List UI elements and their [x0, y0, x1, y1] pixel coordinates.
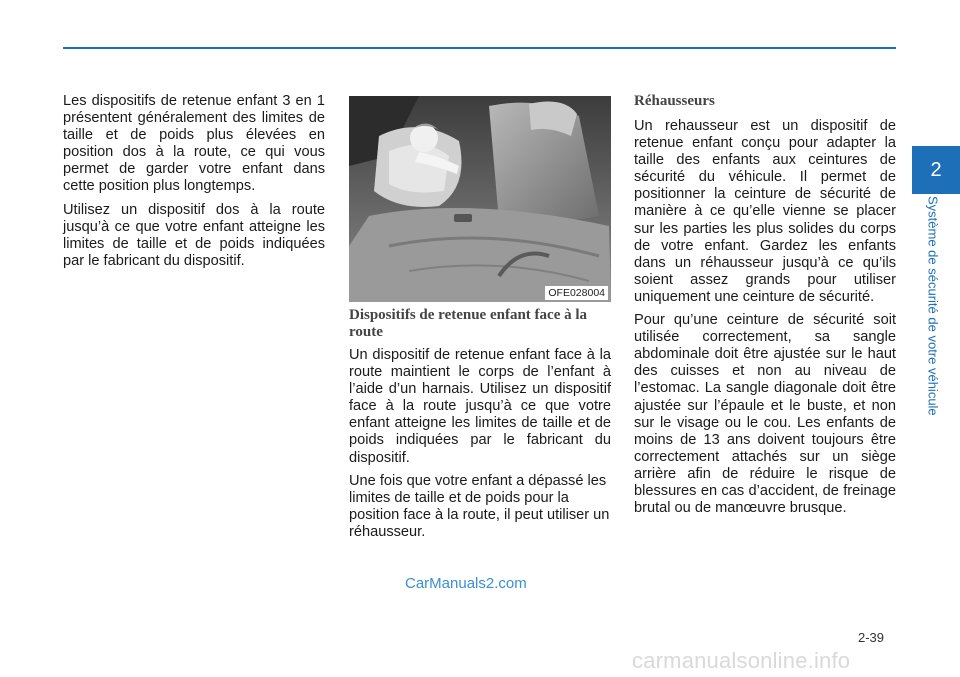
section-heading: Réhausseurs	[634, 93, 715, 109]
paragraph: Un dispositif de retenue enfant face à la route maintient le corps de l’enfant à l’aide d’un harnais. Utilisez un dispositif face à la route jusqu’à ce que votre enfant atteigne les limites de taille et de poids indiquées par le fabricant du dispositif.	[349, 347, 611, 466]
paragraph: Pour qu’une ceinture de sécurité soit utilisée correctement, sa sangle abdominale doit être ajustée sur le haut des cuisses et non au niveau de l’estomac. La sangle diagonale doit être ajustée sur l’épaule et le buste, et non sur le visage ou le cou. Les enfants de moins de 13 ans doivent toujours être correctement attachés sur un siège arrière afin de réduire le risque de blessures en cas d’accident, de freinage brutal ou de manœuvre brusque.	[634, 312, 896, 517]
footer-watermark: carmanualsonline.info	[632, 648, 851, 673]
column-right	[634, 93, 896, 523]
child-seat-illustration	[349, 96, 611, 302]
watermark-link[interactable]: CarManuals2.com	[405, 575, 527, 592]
figure-code: OFE028004	[545, 286, 608, 300]
paragraph: Les dispositifs de retenue enfant 3 en 1 présentent généralement des limites de taille et de poids plus élevées en position dos à la route, ce qui vous permet de garder votre enfant dans cette position plus longtemps.	[63, 93, 325, 195]
page-number: 2-39	[858, 630, 885, 645]
column-middle	[349, 307, 611, 547]
chapter-title-vertical	[920, 196, 946, 456]
chapter-title: Système de sécurité de votre véhicule	[925, 196, 941, 416]
paragraph: Utilisez un dispositif dos à la route jusqu’à ce que votre enfant atteigne les limites de taille et de poids indiquées par le fabricant du dispositif.	[63, 201, 325, 269]
child-seat-photo	[349, 96, 611, 302]
section-heading: Dispositifs de retenue enfant face à la route	[349, 307, 588, 340]
column-left	[63, 93, 325, 276]
paragraph: Une fois que votre enfant a dépassé les limites de taille et de poids pour la position face à la route, il peut utiliser un réhausseur.	[349, 472, 610, 540]
chapter-number-tab	[912, 146, 960, 194]
header-rule	[63, 47, 896, 49]
chapter-number: 2	[930, 158, 942, 181]
paragraph: Un rehausseur est un dispositif de retenue enfant conçu pour adapter la taille des enfants aux ceintures de sécurité du véhicule. Il permet de positionner la ceinture de sécurité de manière à ce qu’elle vienne se placer sur les parties les plus solides du corps de votre enfant. Gardez les enfants dans un réhausseur jusqu’à ce qu’ils soient assez grands pour utiliser uniquement une ceinture de sécurité.	[634, 118, 896, 305]
